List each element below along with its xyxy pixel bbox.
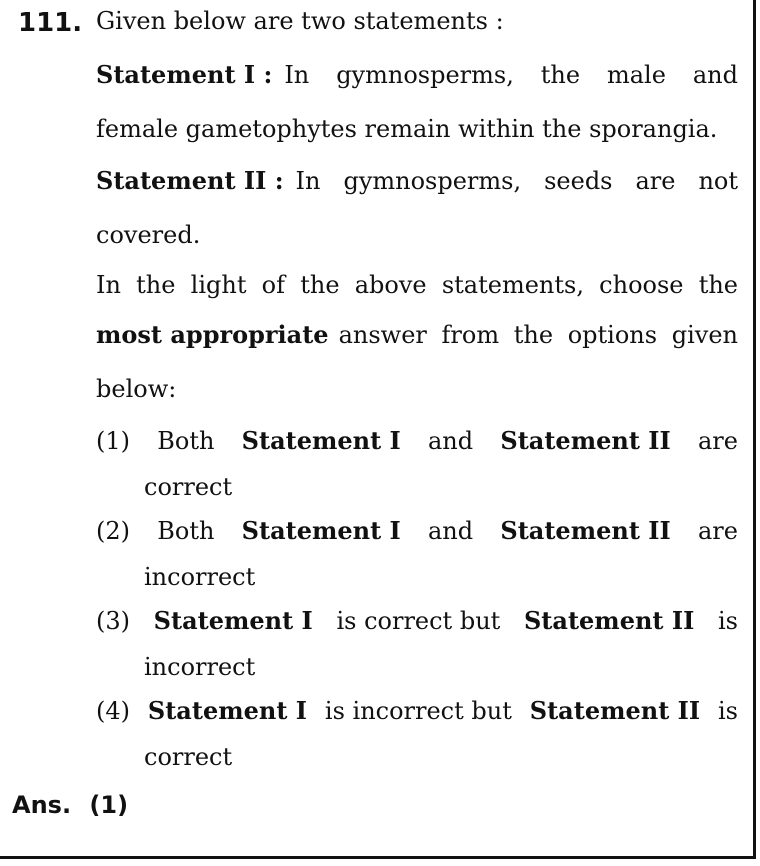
option-4-number: (4) bbox=[96, 697, 130, 725]
bottom-border bbox=[0, 856, 756, 859]
option-4-statement-1: Statement I bbox=[147, 696, 307, 725]
instruction-bold: most appropriate bbox=[96, 320, 329, 349]
option-2-word: are bbox=[697, 517, 738, 545]
instruction-line-2 bbox=[96, 316, 738, 354]
option-3-statement-1: Statement I bbox=[153, 606, 313, 635]
option-4-word: is bbox=[718, 697, 738, 725]
option-2[interactable] bbox=[96, 512, 738, 550]
option-1-continuation: correct bbox=[144, 473, 233, 501]
right-border bbox=[753, 0, 756, 858]
option-3-continuation: incorrect bbox=[144, 653, 256, 681]
instruction-line-1: In the light of the above statements, choose the bbox=[96, 271, 738, 299]
option-3-statement-2: Statement II bbox=[523, 606, 695, 635]
option-4-statement-2: Statement II bbox=[529, 696, 701, 725]
option-2-word: and bbox=[428, 517, 474, 545]
option-3-number: (3) bbox=[96, 607, 130, 635]
option-3[interactable] bbox=[96, 602, 738, 640]
option-2-number: (2) bbox=[96, 517, 130, 545]
option-1-statement-1: Statement I bbox=[241, 426, 401, 455]
option-3-word: is bbox=[717, 607, 738, 635]
option-3-word: is correct but bbox=[336, 607, 501, 635]
option-1-word: are bbox=[697, 427, 738, 455]
statement-1-text: In gymnosperms, the male and bbox=[284, 61, 738, 89]
option-1-statement-2: Statement II bbox=[500, 426, 671, 455]
answer-value: (1) bbox=[89, 791, 129, 819]
option-4[interactable] bbox=[96, 692, 738, 730]
statement-2-line-2: covered. bbox=[96, 221, 201, 249]
option-1-word: Both bbox=[157, 427, 215, 455]
statement-1-label: Statement I : bbox=[96, 60, 273, 89]
question-intro: Given below are two statements : bbox=[96, 7, 504, 35]
instruction-rest: answer from the options given bbox=[338, 321, 738, 349]
instruction-line-3: below: bbox=[96, 375, 177, 403]
statement-1-line-2: female gametophytes remain within the sporangia. bbox=[96, 115, 718, 143]
option-2-statement-2: Statement II bbox=[500, 516, 671, 545]
statement-2-line-1 bbox=[96, 162, 738, 200]
option-1-word: and bbox=[428, 427, 474, 455]
option-2-word: Both bbox=[157, 517, 215, 545]
question-number: 111. bbox=[18, 8, 83, 38]
option-1[interactable] bbox=[96, 422, 738, 460]
option-2-statement-1: Statement I bbox=[241, 516, 401, 545]
option-1-number: (1) bbox=[96, 427, 130, 455]
statement-2-text: In gymnosperms, seeds are not bbox=[295, 167, 738, 195]
option-4-continuation: correct bbox=[144, 743, 233, 771]
option-2-continuation: incorrect bbox=[144, 563, 256, 591]
statement-2-label: Statement II : bbox=[96, 166, 284, 195]
answer-label: Ans. bbox=[12, 791, 72, 819]
statement-1-line-1 bbox=[96, 56, 738, 94]
option-4-word: is incorrect but bbox=[324, 697, 512, 725]
answer-line bbox=[12, 786, 128, 824]
